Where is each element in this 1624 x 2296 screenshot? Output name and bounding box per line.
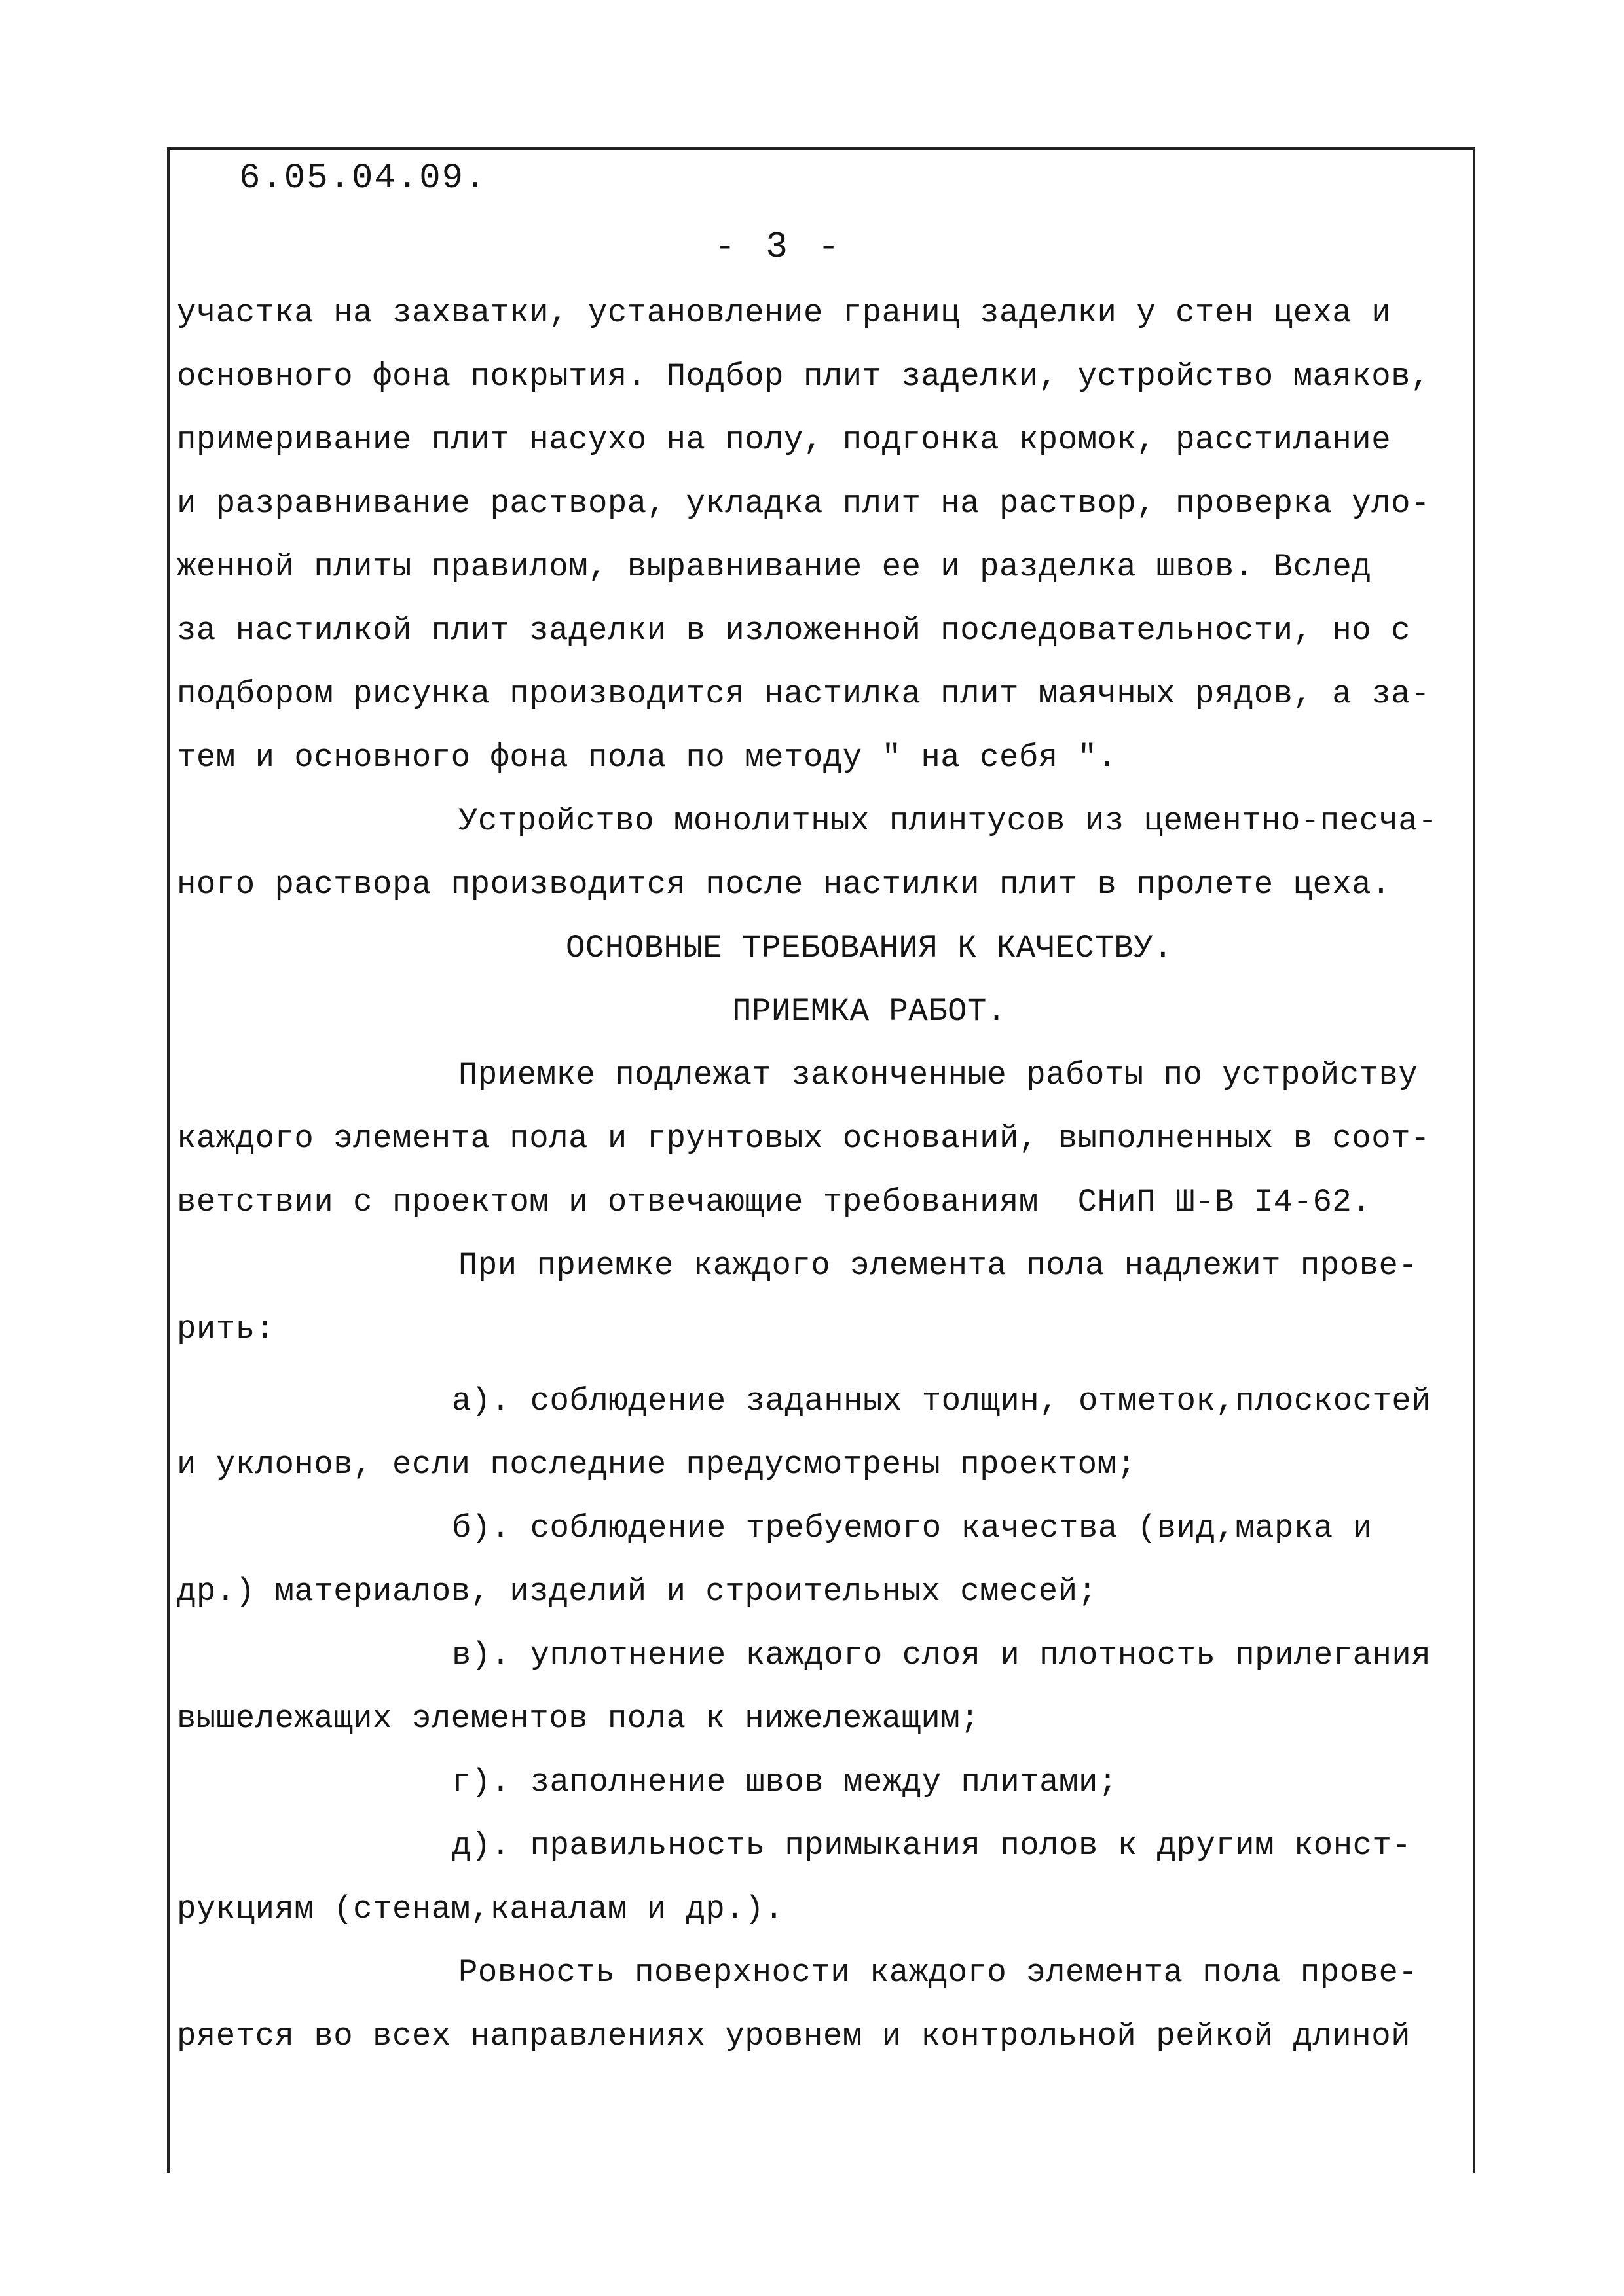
- list-item-b: б). соблюдение требуемого качества (вид,марка и: [452, 1510, 1373, 1546]
- document-code: 6.05.04.09.: [239, 158, 487, 198]
- paragraph-start: Приемке подлежат законченные работы по устройству: [458, 1057, 1418, 1093]
- text-line: подбором рисунка производится настилка плит маячных рядов, а за-: [177, 676, 1430, 712]
- section-subheading: ПРИЕМКА РАБОТ.: [732, 993, 1006, 1030]
- text-line: ряется во всех направлениях уровнем и контрольной рейкой длиной: [177, 2018, 1411, 2054]
- paragraph-start: При приемке каждого элемента пола надлежит прове-: [458, 1247, 1418, 1284]
- paragraph-start: Ровность поверхности каждого элемента пола прове-: [458, 1954, 1418, 1991]
- section-heading: ОСНОВНЫЕ ТРЕБОВАНИЯ К КАЧЕСТВУ.: [565, 930, 1173, 966]
- text-line: др.) материалов, изделий и строительных смесей;: [177, 1573, 1098, 1610]
- text-line: и разравнивание раствора, укладка плит на раствор, проверка уло-: [177, 485, 1430, 522]
- text-line: участка на захватки, установление границ заделки у стен цеха и: [177, 295, 1392, 331]
- text-line: женной плиты правилом, выравнивание ее и разделка швов. Вслед: [177, 549, 1372, 585]
- document-body: [177, 282, 1470, 2068]
- text-line: рить:: [177, 1311, 275, 1347]
- text-line: примеривание плит насухо на полу, подгонка кромок, расстилание: [177, 422, 1392, 458]
- text-line: и уклонов, если последние предусмотрены проектом;: [177, 1446, 1137, 1483]
- list-item-v: в). уплотнение каждого слоя и плотность прилегания: [452, 1637, 1431, 1673]
- list-item-a: а). соблюдение заданных толщин, отметок,плоскостей: [452, 1383, 1431, 1419]
- text-line: ветствии с проектом и отвечающие требованиям СНиП Ш-В I4-62.: [177, 1184, 1372, 1220]
- text-line: тем и основного фона пола по методу " на себя ".: [177, 739, 1117, 776]
- text-line: каждого элемента пола и грунтовых оснований, выполненных в соот-: [177, 1120, 1430, 1157]
- paragraph-start: Устройство монолитных плинтусов из цементно-песча-: [458, 803, 1438, 839]
- list-item-d: д). правильность примыкания полов к другим конст-: [452, 1827, 1412, 1864]
- text-line: ного раствора производится после настилки плит в пролете цеха.: [177, 866, 1392, 903]
- list-item-g: г). заполнение швов между плитами;: [452, 1764, 1118, 1800]
- text-line: основного фона покрытия. Подбор плит заделки, устройство маяков,: [177, 358, 1430, 395]
- text-line: рукциям (стенам,каналам и др.).: [177, 1891, 784, 1927]
- text-line: вышележащих элементов пола к нижележащим;: [177, 1700, 980, 1737]
- page-number: - 3 -: [714, 226, 844, 268]
- text-line: за настилкой плит заделки в изложенной последовательности, но с: [177, 612, 1411, 649]
